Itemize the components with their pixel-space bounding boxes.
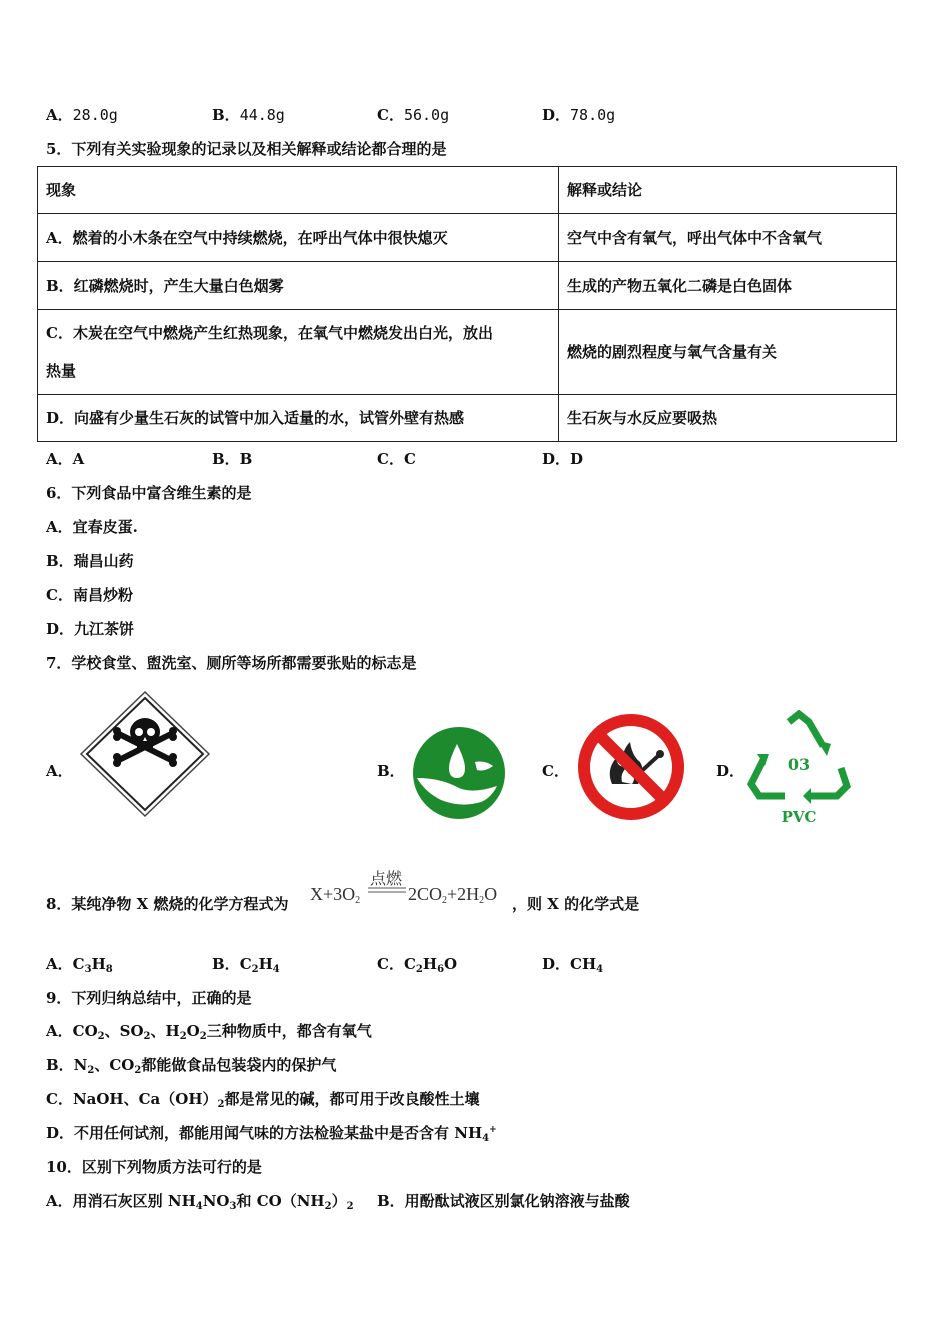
recycle-text: PVC xyxy=(781,808,817,826)
q10-option-a: A．用消石灰区别 $NH_4NO_3$和 $CO(NH_2)_2$ xyxy=(46,1192,354,1212)
row-c-conclusion: 燃烧的剧烈程度与氧气含量有关 xyxy=(559,310,897,395)
q5-option-b: B．B xyxy=(212,450,253,468)
q6-option-c: C．南昌炒粉 xyxy=(46,586,133,604)
option-letter: D． xyxy=(542,106,571,124)
q4-option-b xyxy=(212,104,285,125)
q7-stem: 7．学校食堂、盥洗室、厕所等场所都需要张贴的标志是 xyxy=(46,654,417,672)
row-b-conclusion: 生成的产物五氧化二磷是白色固体 xyxy=(559,262,897,310)
option-letter: C． xyxy=(377,955,404,973)
row-d-phenomenon: D．向盛有少量生石灰的试管中加入适量的水，试管外壁有热感 xyxy=(38,395,559,442)
q5-option-c: C．C xyxy=(377,450,416,468)
table-row xyxy=(38,310,897,395)
q8-option-d: D．$CH_4$ xyxy=(542,955,604,975)
recycle-number: 03 xyxy=(787,755,811,774)
q8-condition: 点燃 xyxy=(370,871,403,888)
option-text: 78.0g xyxy=(570,106,616,124)
option-letter: D． xyxy=(542,955,571,973)
q5-table xyxy=(37,166,897,442)
q8-stem-suffix: ，则 X 的化学式是 xyxy=(512,895,640,913)
q6-option-b: B．瑞昌山药 xyxy=(46,552,134,570)
q4-option-c xyxy=(377,104,449,125)
toxic-hazard-sign xyxy=(77,688,213,820)
option-text: 28.0g xyxy=(72,106,118,124)
q8-stem-prefix: 8．某纯净物 X 燃烧的化学方程式为 xyxy=(46,895,289,913)
row-a-conclusion: 空气中含有氧气，呼出气体中不含氧气 xyxy=(559,214,897,262)
table-row xyxy=(38,262,897,310)
q10-stem: 10．区别下列物质方法可行的是 xyxy=(46,1158,262,1176)
option-text: 56.0g xyxy=(403,106,450,124)
header-phenomenon: 现象 xyxy=(38,167,559,214)
q6-option-d: D．九江茶饼 xyxy=(46,620,135,638)
q8-option-a: A．$C_3H_8$ xyxy=(46,955,113,975)
q9-option-b: B．$N_2$、$CO_2$都能做食品包装袋内的保护气 xyxy=(46,1056,337,1076)
q7-label-c: C． xyxy=(542,762,569,780)
q8-option-b: B．$C_2H_4$ xyxy=(212,955,280,975)
table-row xyxy=(38,214,897,262)
row-d-conclusion: 生石灰与水反应要吸热 xyxy=(559,395,897,442)
q7-label-a: A． xyxy=(46,762,73,780)
q10-option-b: B．用酚酞试液区别氯化钠溶液与盐酸 xyxy=(377,1192,630,1210)
no-fire-sign xyxy=(576,712,686,822)
option-letter: A． xyxy=(46,106,73,124)
equals-sign xyxy=(368,886,406,894)
q7-label-d: D． xyxy=(716,762,745,780)
recycle-pvc-sign xyxy=(745,710,853,826)
q6-option-a: A．宜春皮蛋. xyxy=(46,518,138,536)
option-letter: C． xyxy=(377,106,404,124)
q8-option-c: C．$C_2H_6O$ xyxy=(377,955,458,975)
q8-products: $2CO_2+2H_2O$ xyxy=(408,884,498,906)
q4-option-d xyxy=(542,104,615,125)
option-letter: B． xyxy=(212,106,240,124)
q9-option-a: A．$CO_2$、$SO_2$、$H_2O_2$三种物质中，都含有氧气 xyxy=(46,1022,372,1042)
q6-stem: 6．下列食品中富含维生素的是 xyxy=(46,484,252,502)
q5-stem: 5．下列有关实验现象的记录以及相关解释或结论都合理的是 xyxy=(46,140,447,158)
row-c-line2: 热量 xyxy=(46,362,77,380)
q4-option-a xyxy=(46,104,118,125)
table-header-row xyxy=(38,167,897,214)
header-conclusion: 解释或结论 xyxy=(559,167,897,214)
q9-option-c: C．NaOH、$Ca(OH)_2$都是常见的碱，都可用于改良酸性土壤 xyxy=(46,1090,480,1110)
option-text: 44.8g xyxy=(239,106,285,124)
q9-option-d: D．不用任何试剂，都能用闻气味的方法检验某盐中是否含有 $NH_4^+$ xyxy=(46,1124,497,1144)
row-c-line1: C．木炭在空气中燃烧产生红热现象，在氧气中燃烧发出白光，放出 xyxy=(46,324,493,342)
row-b-phenomenon: B．红磷燃烧时，产生大量白色烟雾 xyxy=(38,262,559,310)
row-c-phenomenon xyxy=(38,310,559,395)
water-saving-sign xyxy=(411,726,507,820)
table-row xyxy=(38,395,897,442)
row-a-phenomenon: A．燃着的小木条在空气中持续燃烧，在呼出气体中很快熄灭 xyxy=(38,214,559,262)
q7-label-b: B． xyxy=(377,762,405,780)
option-letter: B． xyxy=(212,955,240,973)
q5-option-a: A．A xyxy=(46,450,85,468)
q9-stem: 9．下列归纳总结中，正确的是 xyxy=(46,989,252,1007)
q5-option-d: D．D xyxy=(542,450,584,468)
q8-equation: $X+3O_2$ xyxy=(310,884,361,906)
option-letter: A． xyxy=(46,955,73,973)
